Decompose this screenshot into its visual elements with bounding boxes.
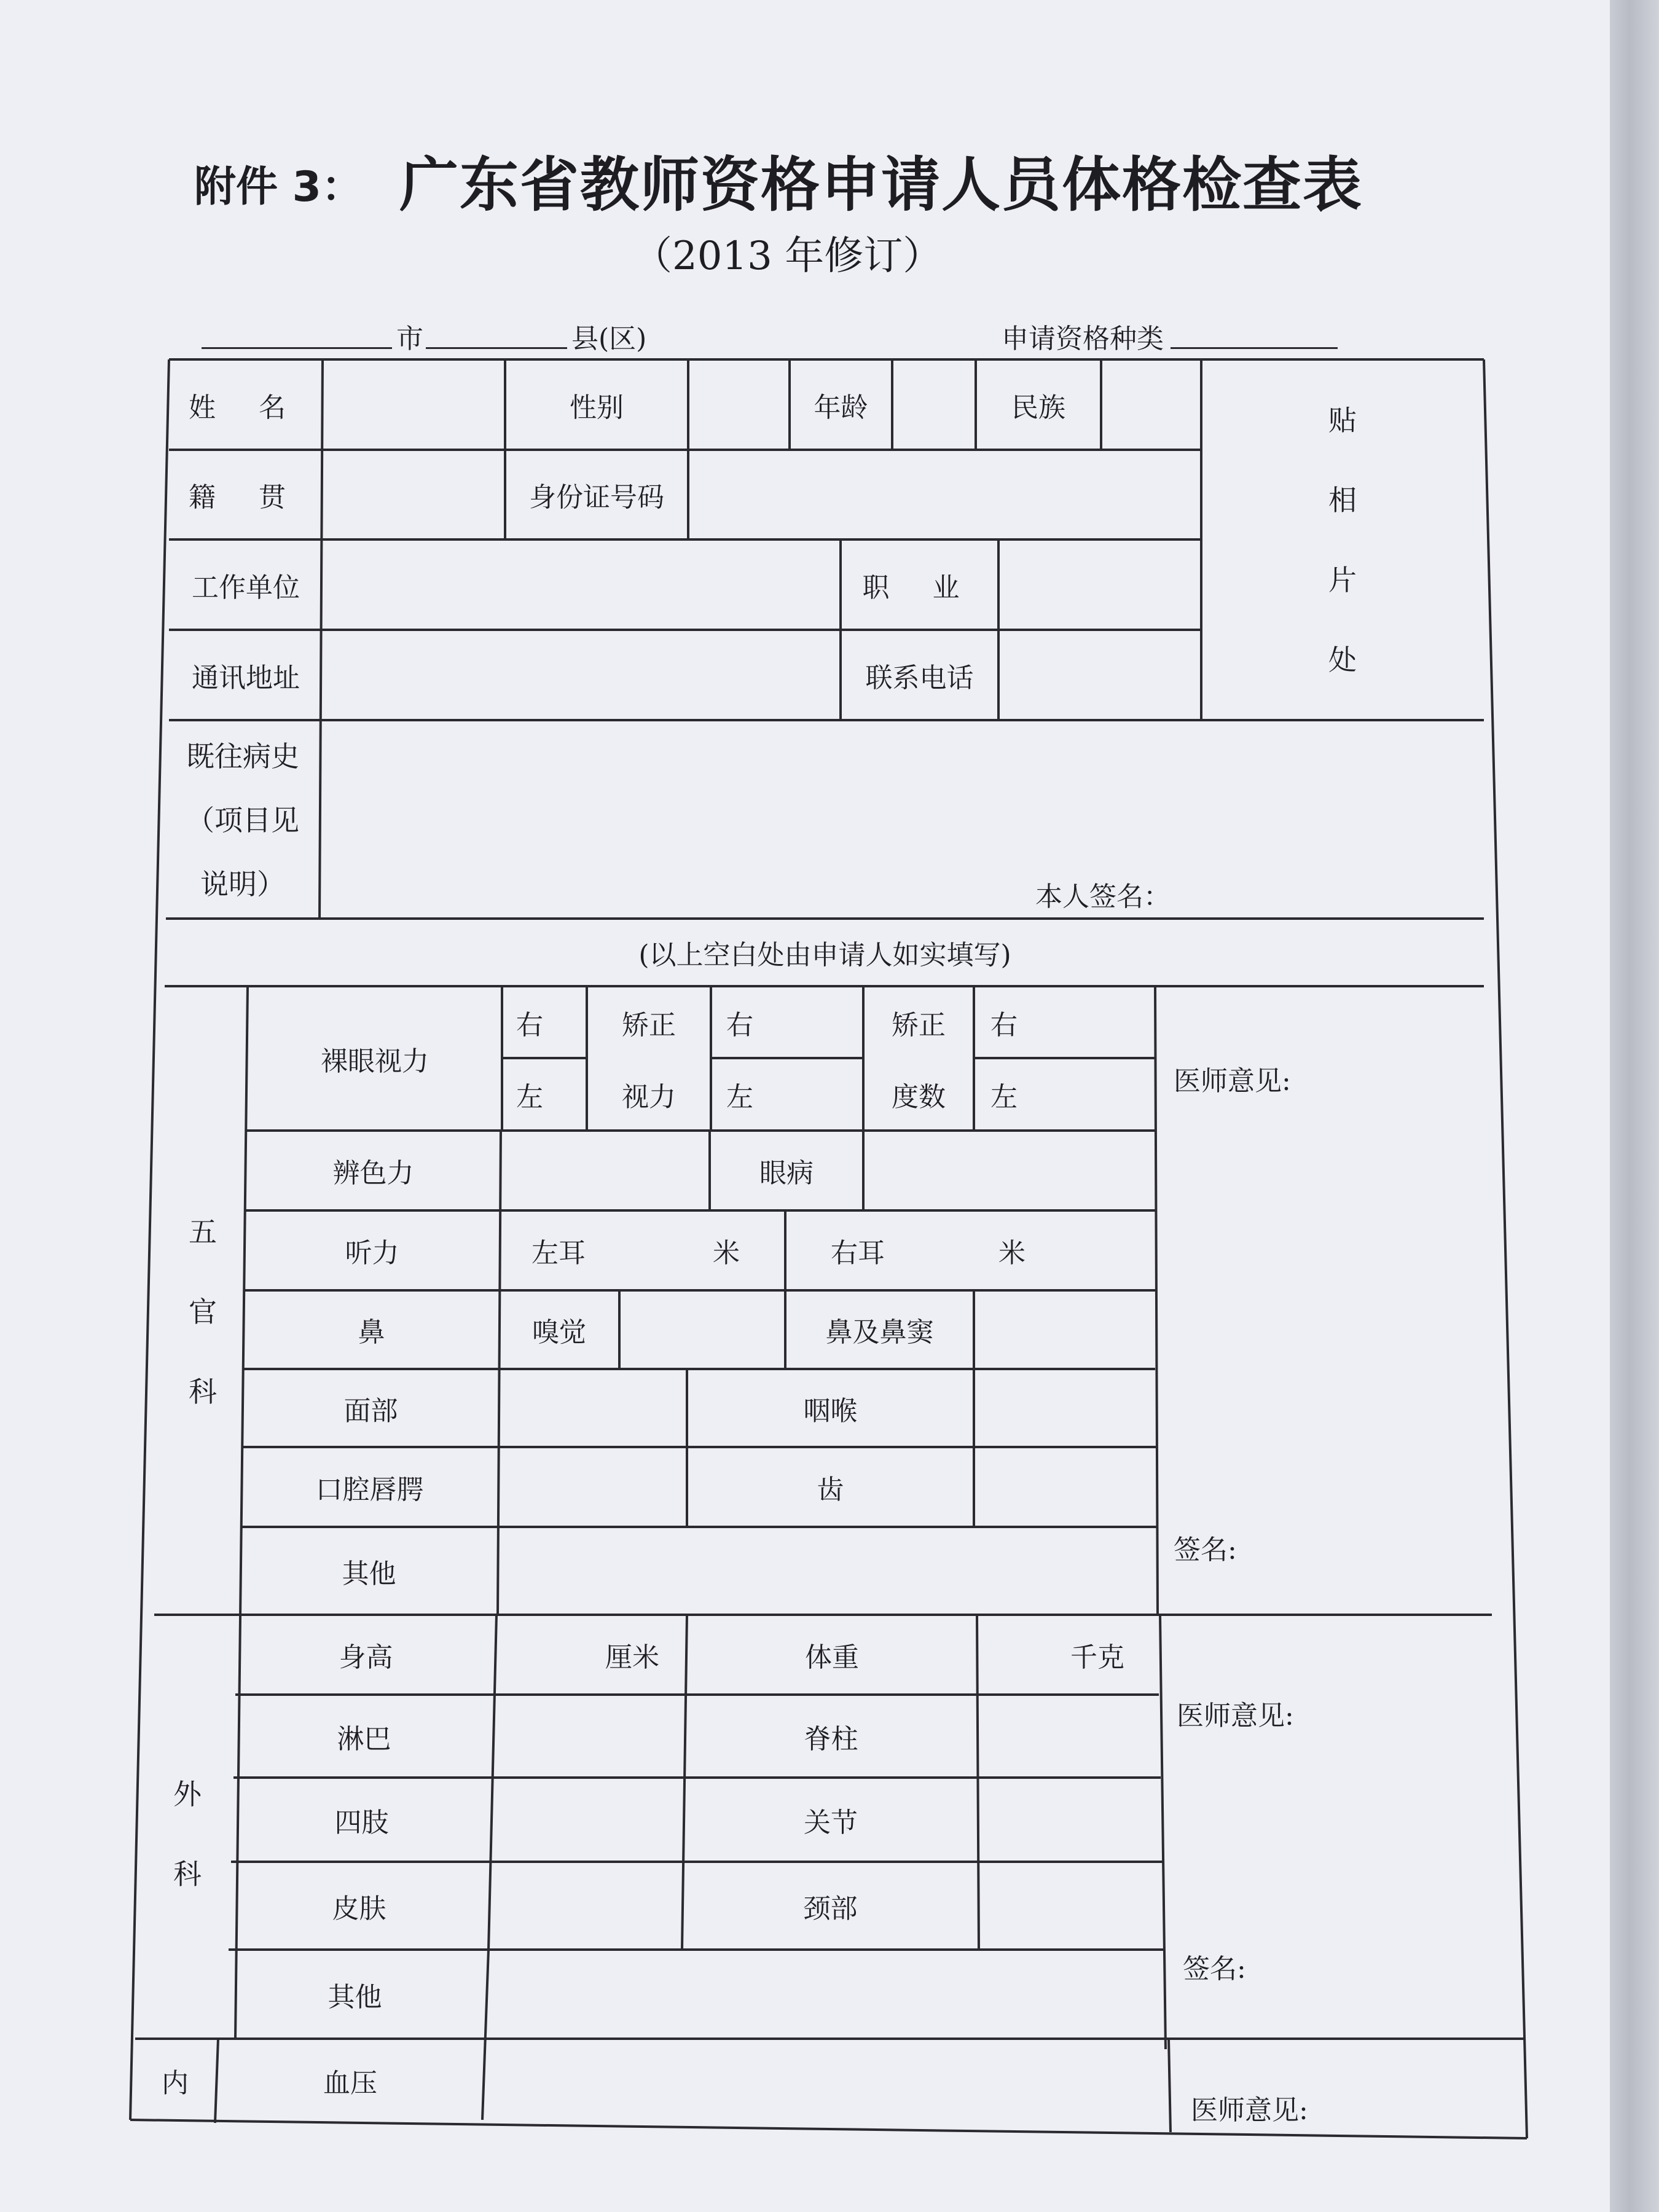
ethnicity-label: 民族 bbox=[1011, 391, 1065, 423]
corrected-vision-right: 右 bbox=[726, 1009, 753, 1041]
address-label: 通讯地址 bbox=[192, 662, 300, 694]
nose-sinus-label: 鼻及鼻窦 bbox=[825, 1317, 934, 1348]
surgery-signature-label: 签名: bbox=[1183, 1953, 1246, 1985]
gender-field[interactable] bbox=[688, 359, 790, 450]
photo-label-char: 片 bbox=[1328, 563, 1357, 597]
age-label: 年龄 bbox=[814, 391, 868, 423]
county-suffix: 县(区) bbox=[571, 323, 647, 355]
occupation-label: 职 业 bbox=[862, 571, 977, 603]
right-ear-label: 右耳 bbox=[831, 1237, 885, 1269]
joints-label: 关节 bbox=[804, 1806, 858, 1838]
height-unit: 厘米 bbox=[605, 1642, 659, 1673]
right-ear-unit: 米 bbox=[998, 1237, 1026, 1269]
oral-label: 口腔唇腭 bbox=[315, 1474, 424, 1505]
name-label: 姓 名 bbox=[189, 391, 303, 423]
color-vision-label: 辨色力 bbox=[332, 1158, 414, 1189]
address-field[interactable] bbox=[323, 630, 841, 720]
gender-label: 性别 bbox=[570, 391, 624, 423]
face-label: 面部 bbox=[343, 1395, 398, 1427]
ethnicity-field[interactable] bbox=[1101, 359, 1201, 450]
medical-history-label: 既往病史 （项目见 说明） bbox=[186, 740, 299, 901]
nose-label: 鼻 bbox=[358, 1317, 385, 1348]
work-unit-field[interactable] bbox=[323, 539, 841, 630]
fill-note: (以上空白处由申请人如实填写) bbox=[638, 939, 1011, 971]
height-label: 身高 bbox=[339, 1642, 393, 1673]
surgery-doctor-opinion-label: 医师意见: bbox=[1177, 1700, 1294, 1732]
age-field[interactable] bbox=[892, 359, 976, 450]
internal-doctor-opinion-label: 医师意见: bbox=[1191, 2095, 1308, 2126]
corrected-vision-left: 左 bbox=[726, 1081, 753, 1113]
naked-vision-label: 裸眼视力 bbox=[321, 1045, 429, 1077]
left-ear-unit: 米 bbox=[713, 1237, 740, 1269]
ent-other-label: 其他 bbox=[342, 1558, 396, 1590]
attachment-label: 附件 3： bbox=[194, 163, 363, 211]
native-place-label: 籍 贯 bbox=[189, 482, 303, 513]
weight-label: 体重 bbox=[805, 1642, 859, 1673]
ent-signature-label: 签名: bbox=[1174, 1534, 1237, 1566]
revision-note: （2013 年修订） bbox=[633, 233, 943, 279]
lymph-label: 淋巴 bbox=[337, 1723, 391, 1755]
blood-pressure-label: 血压 bbox=[323, 2067, 377, 2099]
phone-label: 联系电话 bbox=[865, 662, 974, 694]
corrected-vision-label-1: 矫正 bbox=[622, 1009, 676, 1041]
teeth-label: 齿 bbox=[817, 1474, 844, 1505]
limbs-label: 四肢 bbox=[334, 1806, 389, 1838]
correction-degree-label-2: 度数 bbox=[892, 1081, 946, 1113]
weight-unit: 千克 bbox=[1070, 1642, 1124, 1673]
occupation-field[interactable] bbox=[998, 539, 1201, 630]
eye-disease-label: 眼病 bbox=[759, 1158, 814, 1189]
photo-label-char: 处 bbox=[1328, 643, 1357, 677]
surgery-section-label: 外 科 bbox=[173, 1778, 202, 1891]
medical-history-field[interactable] bbox=[320, 720, 1484, 904]
correction-degree-right: 右 bbox=[990, 1009, 1018, 1041]
correction-degree-left: 左 bbox=[990, 1081, 1018, 1113]
naked-vision-right: 右 bbox=[516, 1009, 543, 1041]
self-signature-label: 本人签名： bbox=[1035, 881, 1171, 912]
surgery-other-label: 其他 bbox=[327, 1981, 382, 2013]
internal-section-label: 内 bbox=[162, 2067, 189, 2099]
correction-degree-label-1: 矫正 bbox=[892, 1009, 946, 1041]
skin-label: 皮肤 bbox=[332, 1892, 386, 1924]
smell-label: 嗅觉 bbox=[532, 1317, 586, 1348]
ent-section-label: 五 官 科 bbox=[189, 1215, 217, 1408]
photo-area[interactable] bbox=[1201, 359, 1484, 720]
naked-vision-left: 左 bbox=[516, 1081, 543, 1113]
spine-label: 脊柱 bbox=[804, 1723, 858, 1755]
left-ear-label: 左耳 bbox=[531, 1237, 586, 1269]
id-number-field[interactable] bbox=[688, 450, 1201, 539]
pharynx-label: 咽喉 bbox=[803, 1395, 858, 1427]
name-field[interactable] bbox=[323, 359, 505, 450]
qualification-type-label: 申请资格种类 bbox=[1002, 323, 1164, 355]
work-unit-label: 工作单位 bbox=[192, 571, 300, 603]
phone-field[interactable] bbox=[998, 630, 1201, 720]
id-number-label: 身份证号码 bbox=[529, 482, 664, 513]
form-title: 广东省教师资格申请人员体格检查表 bbox=[399, 151, 1363, 219]
corrected-vision-label-2: 视力 bbox=[622, 1081, 676, 1113]
ent-doctor-opinion-label: 医师意见: bbox=[1174, 1065, 1291, 1097]
neck-label: 颈部 bbox=[803, 1892, 858, 1924]
photo-label-char: 相 bbox=[1328, 483, 1357, 517]
hearing-label: 听力 bbox=[345, 1237, 399, 1269]
photo-label-char: 贴 bbox=[1328, 403, 1357, 437]
city-suffix: 市 bbox=[396, 323, 423, 355]
native-place-field[interactable] bbox=[323, 450, 505, 539]
